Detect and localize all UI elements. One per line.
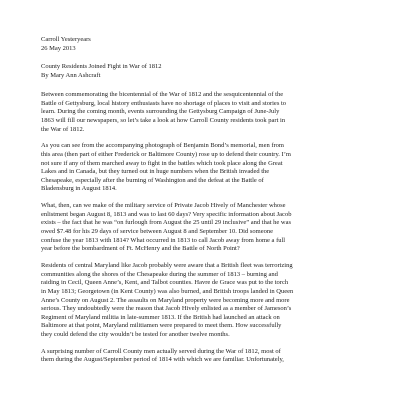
paragraph-line: 1863 will fill our newspapers, so let’s take a look at how Carroll County residents took part in [41,116,286,124]
paragraph-line: this area (then part of either Frederick or Baltimore County) rose up to defend their country. I’m [41,151,291,159]
paragraph-line: Battle of Gettysburg, local history enthusiasts have no shortage of places to visit and stories to [41,99,287,107]
paragraph-line: year before the bombardment of Ft. McHenry and the Battle of North Point? [41,245,240,253]
header-block [41,36,363,53]
paragraph-line: the War of 1812. [41,125,85,133]
paragraph-line: serious. They undoubtedly were the reason that Jacob Hively enlisted as a member of Jameson’s [41,305,292,313]
paragraph [41,348,363,365]
paragraph [41,91,363,134]
paragraph-line: Bladensburg in August 1814. [41,185,117,193]
paragraph-line: confuse the year 1813 with 1814? What occurred in 1813 to call Jacob away from home a full [41,236,286,244]
paragraph-line: Chesapeake, especially after the burning of Washington and the defeat at the Battle of [41,176,264,184]
publication-date: 26 May 2013 [41,44,76,52]
paragraph-line: A surprising number of Carroll County men actually served during the War of 1812, most of [41,347,281,355]
paragraph-line: What, then, can we make of the military service of Private Jacob Hively of Manchester whose [41,202,286,210]
paragraph-line: Regiment of Maryland militia in late-summer 1813. If the British had launched an attack on [41,313,280,321]
paragraph-line: communities along the shores of the Chesapeake during the summer of 1813 – burning and [41,270,278,278]
article-byline: By Mary Ann Ashcraft [41,71,101,79]
title-block [41,63,363,80]
paragraph-line: in May 1813; Georgetown (in Kent County) was also burned, and British troops landed in Queen [41,287,294,295]
paragraph-line: As you can see from the accompanying photograph of Benjamin Bond’s memorial, men from [41,142,284,150]
paragraph-line: enlistment began August 8, 1813 and was to last 60 days? Very specific information about Jacob [41,210,292,218]
article-title: County Residents Joined Fight in War of 1812 [41,63,162,71]
article-body [41,91,363,365]
paragraph-line: they could defend the city wouldn’t be tested for another twelve months. [41,330,230,338]
paragraph-line: raiding in Cecil, Queen Anne’s, Kent, and Talbot counties. Havre de Grace was put to the torch [41,279,289,287]
paragraph-line: them during the August/September period of 1814 with which we are familiar. Unfortunately, [41,356,284,364]
paragraph-line: Between commemorating the bicentennial of the War of 1812 and the sesquicentennial of the [41,91,284,99]
publication-name: Carroll Yesteryears [41,36,91,43]
paragraph-line: Residents of central Maryland like Jacob probably were aware that a British fleet was terrorizing [41,262,293,270]
paragraph-line: Baltimore at that point, Maryland militiamen were prepared to meet them. How successfully [41,322,282,330]
paragraph-line: exists – the fact that he was “on furlough from August the 25 until 29 inclusive” and that he was [41,219,292,227]
paragraph-line: owed $7.48 for his 29 days of service between August 8 and September 10. Did someone [41,228,273,236]
paragraph-line: not sure if any of them marched away to fight in the battles which took place along the Great [41,159,283,167]
paragraph [41,142,363,194]
paragraph-line: Lakes and in Canada, but they turned out in huge numbers when the British invaded the [41,168,270,176]
paragraph [41,202,363,254]
paragraph-line: learn. During the coming month, events surrounding the Gettysburg Campaign of June-July [41,108,280,116]
paragraph-line: Anne’s County on August 2. The assaults on Maryland property were becoming more and more [41,296,290,304]
paragraph [41,262,363,339]
article [41,36,363,373]
